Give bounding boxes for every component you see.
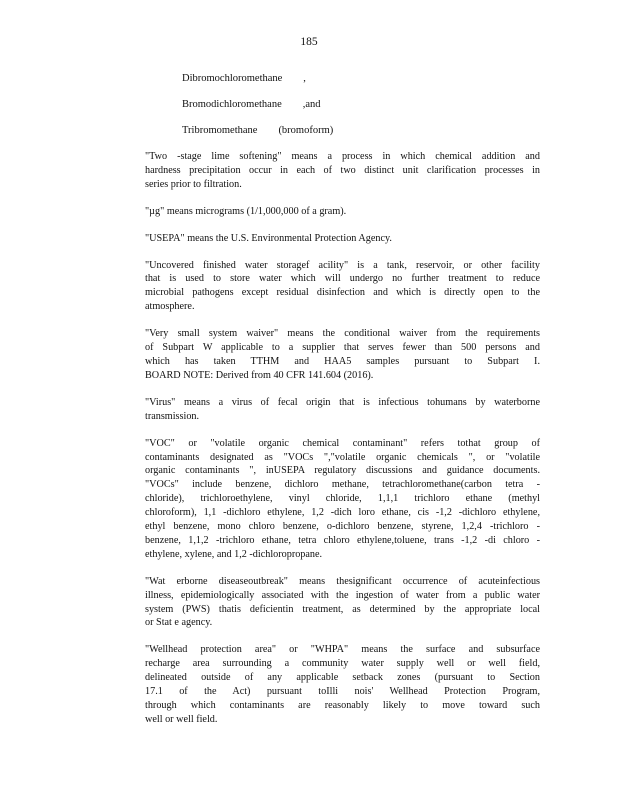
definition-list — [145, 150, 540, 740]
definition-line: or Stat e agency. — [145, 617, 213, 629]
definition-line: series prior to filtration. — [145, 178, 242, 190]
definition-paragraph — [145, 150, 540, 192]
definition-line: through which contaminants are reasonably likely to move toward such — [145, 700, 540, 711]
definition-line: of Subpart W applicable to a supplier that serves fewer than 500 persons and — [145, 342, 540, 354]
definition-line: hardness precipitation occur in each of two distinct unit clarification processes in — [145, 164, 540, 176]
term-list — [182, 72, 333, 150]
definition-line: "USEPA" means the U.S. Environmental Protection Agency. — [145, 232, 392, 244]
definition-line: well or well field. — [145, 713, 218, 725]
definition-line: BOARD NOTE: Derived from 40 CFR 141.604 (2016). — [145, 369, 374, 381]
definition-line: "Wellhead protection area" or "WHPA" means the surface and subsurface — [145, 644, 540, 656]
definition-line: chloroform), 1,1 -dichloro ethylene, 1,2 -dich loro ethane, cis -1,2 -dichloro ethylene, — [145, 507, 540, 519]
page-number: 185 — [300, 36, 318, 48]
definition-line: benzene, 1,1,2 -trichloro ethane, tetra chloro ethylene,toluene, trans -1,2 -di chloro - — [145, 534, 540, 546]
definition-paragraph — [145, 327, 540, 383]
definition-line: ethyl benzene, mono chloro benzene, o-dichloro benzene, styrene, 1,2,4 -trichloro - — [145, 521, 540, 533]
definition-line: recharge area surrounding a community water supply well or well field, — [145, 658, 540, 670]
definition-line: "Two -stage lime softening" means a process in which chemical addition and — [145, 151, 540, 162]
definition-line: organic contaminants ", inUSEPA regulatory discussions and guidance documents. — [145, 465, 540, 477]
term-item: Dibromochloromethane , — [182, 73, 306, 84]
definition-paragraph — [145, 396, 540, 424]
definition-line: contaminants designated as "VOCs ","volatile organic chemicals ", or "volatile — [145, 451, 540, 463]
definition-line: illness, epidemiologically associated with the ingestion of water from a public water — [145, 589, 540, 601]
definition-line: "Virus" means a virus of fecal origin that is infectious tohumans by waterborne — [145, 396, 540, 408]
definition-line: ethylene, xylene, and 1,2 -dichloropropane. — [145, 548, 323, 560]
definition-line: 17.1 of the Act) pursuant toIlli nois' Wellhead Protection Program, — [145, 686, 540, 698]
definition-line: "VOCs" include benzene, dichloro methane, tetrachloromethane(carbon tetra - — [145, 479, 540, 491]
definition-line: delineated outside of any applicable setback zones (pursuant to Section — [145, 672, 540, 684]
definition-line: "Uncovered finished water storagef acility" is a tank, reservoir, or other facility — [145, 259, 540, 271]
definition-line: system (PWS) thatis deficientin treatment, as determined by the appropriate local — [145, 603, 540, 615]
definition-line: "VOC" or "volatile organic chemical contaminant" refers tothat group of — [145, 437, 540, 449]
definition-paragraph — [145, 575, 540, 631]
definition-paragraph — [145, 259, 540, 315]
definition-line: chloride), trichloroethylene, vinyl chloride, 1,1,1 trichloro ethane (methyl — [145, 493, 540, 505]
definition-paragraph — [145, 437, 540, 562]
definition-line: "µg" means micrograms (1/1,000,000 of a gram). — [145, 205, 347, 217]
definition-line: that is used to store water which will undergo no further treatment to reduce — [145, 273, 540, 285]
definition-line: transmission. — [145, 410, 200, 422]
definition-line: which has taken TTHM and HAA5 samples pursuant to Subpart I. — [145, 355, 540, 367]
definition-line: "Wat erborne diseaseoutbreak" means thesignificant occurrence of acuteinfectious — [145, 575, 540, 587]
definition-line: "Very small system waiver" means the conditional waiver from the requirements — [145, 328, 540, 340]
term-item: Bromodichloromethane ,and — [182, 99, 321, 110]
definition-line: microbial pathogens except residual disinfection and which is directly open to the — [145, 287, 540, 299]
definition-line: atmosphere. — [145, 301, 195, 313]
definition-paragraph — [145, 643, 540, 726]
term-item: Tribromomethane (bromoform) — [182, 125, 334, 136]
definition-paragraph — [145, 232, 540, 246]
definition-paragraph — [145, 205, 540, 219]
